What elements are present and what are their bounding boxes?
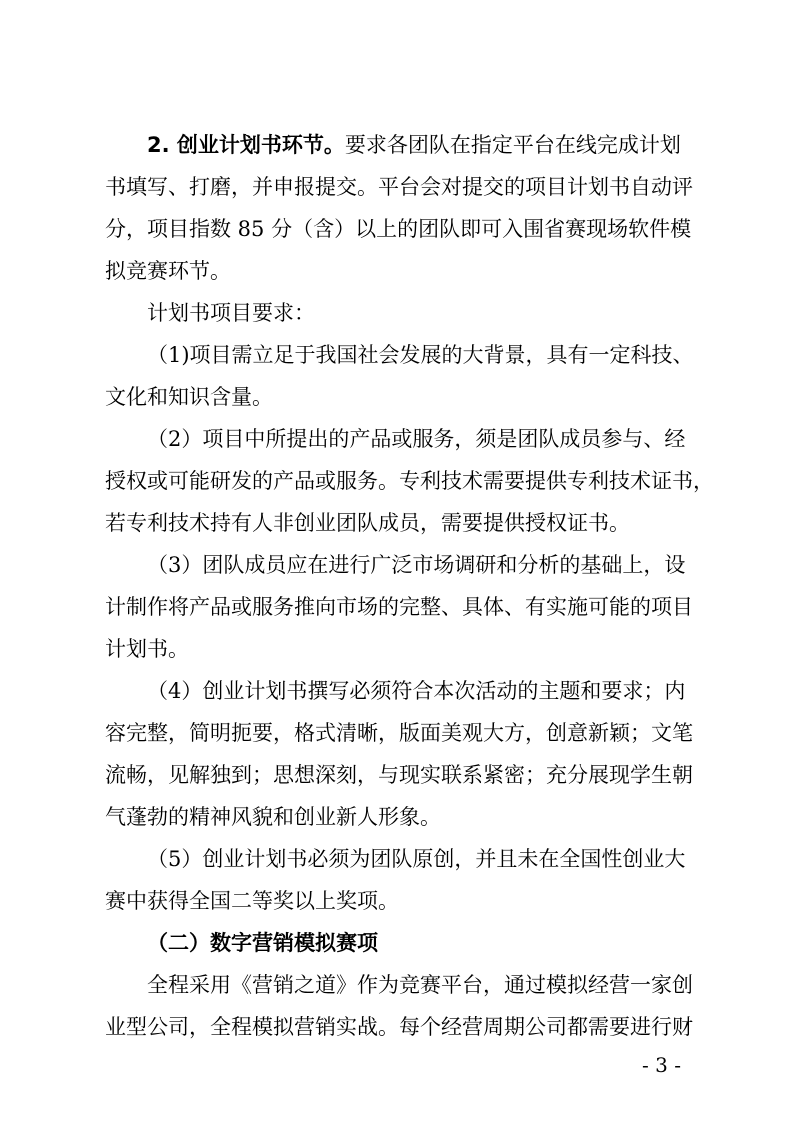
requirements-intro: 计划书项目要求： xyxy=(147,301,315,325)
requirement-item-1-cont: 文化和知识含量。 xyxy=(105,385,273,409)
section-heading: （二）数字营销模拟赛项 xyxy=(147,931,378,955)
paragraph-line: 全程采用《营销之道》作为竞赛平台，通过模拟经营一家创 xyxy=(147,973,693,997)
requirement-item-5-cont: 赛中获得全国二等奖以上奖项。 xyxy=(105,889,399,913)
paragraph-line: 业型公司，全程模拟营销实战。每个经营周期公司都需要进行财 xyxy=(105,1015,693,1039)
requirement-item-2-cont: 若专利技术持有人非创业团队成员，需要提供授权证书。 xyxy=(105,511,630,535)
requirement-item-4-cont: 气蓬勃的精神风貌和创业新人形象。 xyxy=(105,805,441,829)
requirement-item-4: （4）创业计划书撰写必须符合本次活动的主题和要求；内 xyxy=(147,679,686,703)
requirement-item-3-cont: 计划书。 xyxy=(105,637,189,661)
requirement-item-2: （2）项目中所提出的产品或服务，须是团队成员参与、经 xyxy=(147,427,686,451)
requirement-item-1: （1)项目需立足于我国社会发展的大背景，具有一定科技、 xyxy=(147,343,694,367)
section-heading: 2. 创业计划书环节。 xyxy=(147,133,345,157)
paragraph-text: 要求各团队在指定平台在线完成计划 xyxy=(344,133,681,157)
requirement-item-5: （5）创业计划书必须为团队原创，并且未在全国性创业大 xyxy=(147,847,686,871)
paragraph-line xyxy=(147,130,681,160)
requirement-item-3-cont: 计制作将产品或服务推向市场的完整、具体、有实施可能的项目 xyxy=(105,595,693,619)
requirement-item-4-cont: 流畅，见解独到；思想深刻，与现实联系紧密；充分展现学生朝 xyxy=(105,763,693,787)
requirement-item-4-cont: 容完整，简明扼要，格式清晰，版面美观大方，创意新颖；文笔 xyxy=(105,721,693,745)
paragraph-line: 书填写、打磨，并申报提交。平台会对提交的项目计划书自动评 xyxy=(105,175,693,199)
requirement-item-2-cont: 授权或可能研发的产品或服务。专利技术需要提供专利技术证书， xyxy=(105,469,714,493)
page-number: - 3 - xyxy=(642,1053,681,1077)
paragraph-line: 分，项目指数 85 分（含）以上的团队即可入围省赛现场软件模 xyxy=(105,217,692,241)
requirement-item-3: （3）团队成员应在进行广泛市场调研和分析的基础上，设 xyxy=(147,553,686,577)
paragraph-line: 拟竞赛环节。 xyxy=(105,259,231,283)
